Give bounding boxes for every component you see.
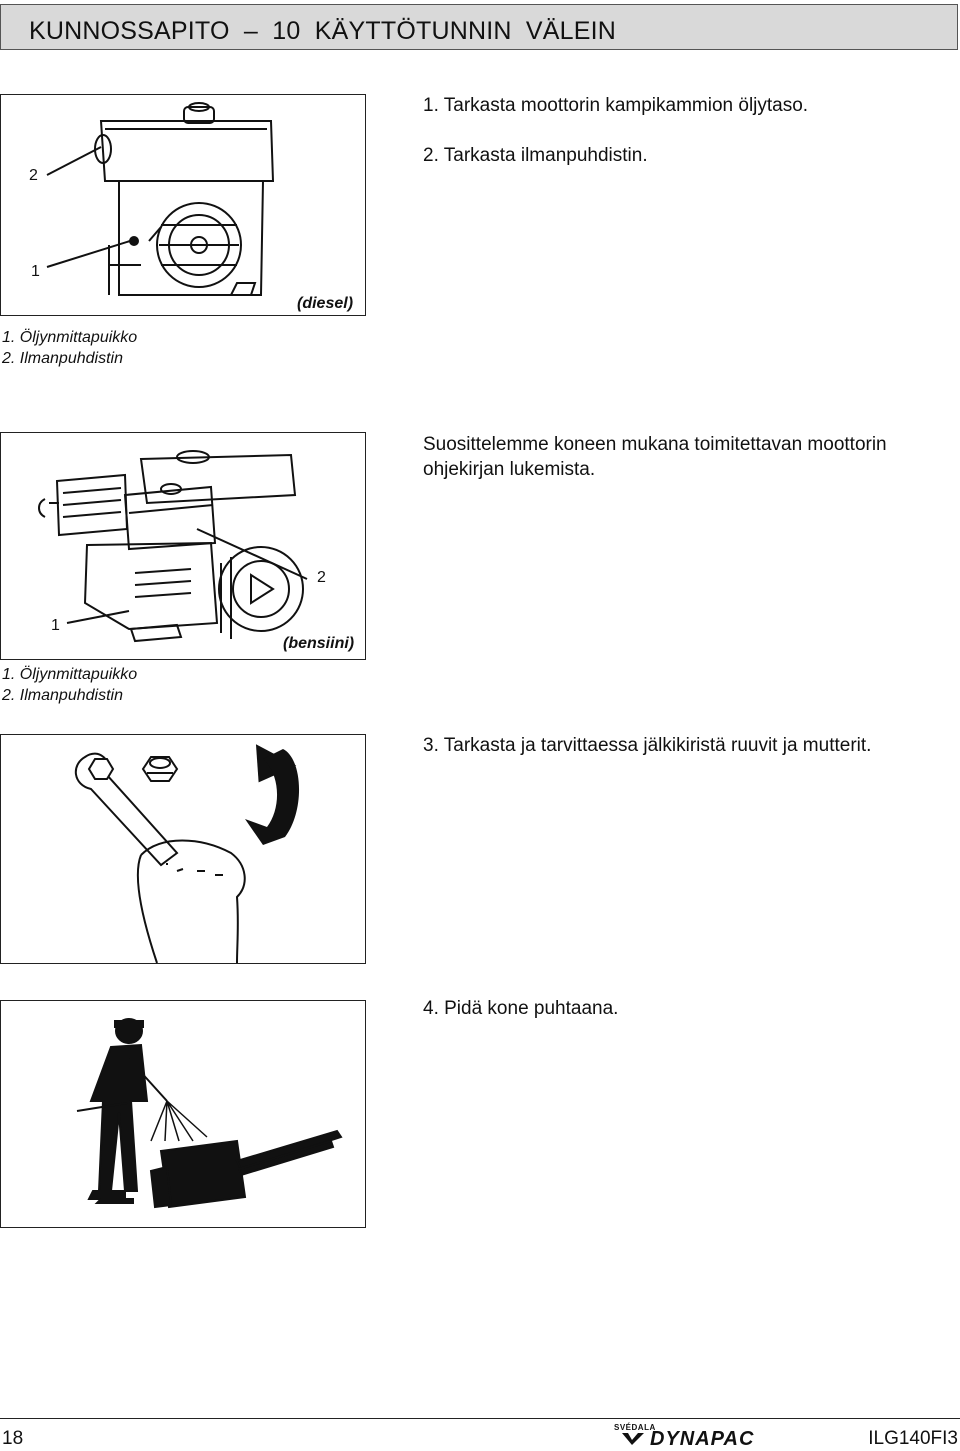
brand-svedala: SVÉDALA [614, 1423, 656, 1432]
figure-tighten-bolts [0, 734, 366, 964]
footer-divider [0, 1418, 960, 1419]
page-number: 18 [2, 1428, 24, 1449]
step-3-tighten: 3. Tarkasta ja tarvittaessa jälkikiristä ruuvit ja mutterit. [423, 735, 872, 756]
dynapac-logo-mark [620, 1431, 646, 1447]
section-title: KUNNOSSAPITO – 10 KÄYTTÖTUNNIN VÄLEIN [29, 17, 617, 45]
figure-legend-petrol [2, 664, 137, 706]
callout-1: 1 [31, 263, 40, 280]
figure-legend-diesel [2, 327, 137, 369]
wrench-hand-illustration [1, 735, 367, 965]
variant-label-petrol: (bensiini) [283, 635, 355, 652]
recommendation-line-2: ohjekirjan lukemista. [423, 459, 596, 480]
recommendation-text [423, 432, 887, 482]
legend-item-air-filter: 2. Ilmanpuhdistin [2, 687, 123, 704]
legend-item-dipstick: 1. Öljynmittapuikko [2, 666, 138, 683]
variant-label-diesel: (diesel) [297, 295, 354, 312]
figure-keep-clean [0, 1000, 366, 1228]
diesel-engine-illustration [1, 95, 367, 317]
figure-diesel-engine [0, 94, 366, 316]
washing-machine-illustration [1, 1001, 367, 1229]
brand-dynapac: DYNAPAC [650, 1428, 755, 1450]
callout-1: 1 [51, 617, 60, 634]
step-1-check-oil: 1. Tarkasta moottorin kampikammion öljytaso. [423, 95, 809, 116]
figure-petrol-engine [0, 432, 366, 660]
legend-item-dipstick: 1. Öljynmittapuikko [2, 329, 138, 346]
step-4-keep-clean: 4. Pidä kone puhtaana. [423, 998, 619, 1019]
callout-2: 2 [317, 569, 326, 586]
step-2-check-air-filter: 2. Tarkasta ilmanpuhdistin. [423, 145, 648, 166]
document-code: ILG140FI3 [868, 1428, 958, 1449]
legend-item-air-filter: 2. Ilmanpuhdistin [2, 350, 123, 367]
recommendation-line-1: Suosittelemme koneen mukana toimitettavan moottorin [423, 434, 887, 455]
callout-2: 2 [29, 167, 38, 184]
section-header [0, 4, 958, 50]
